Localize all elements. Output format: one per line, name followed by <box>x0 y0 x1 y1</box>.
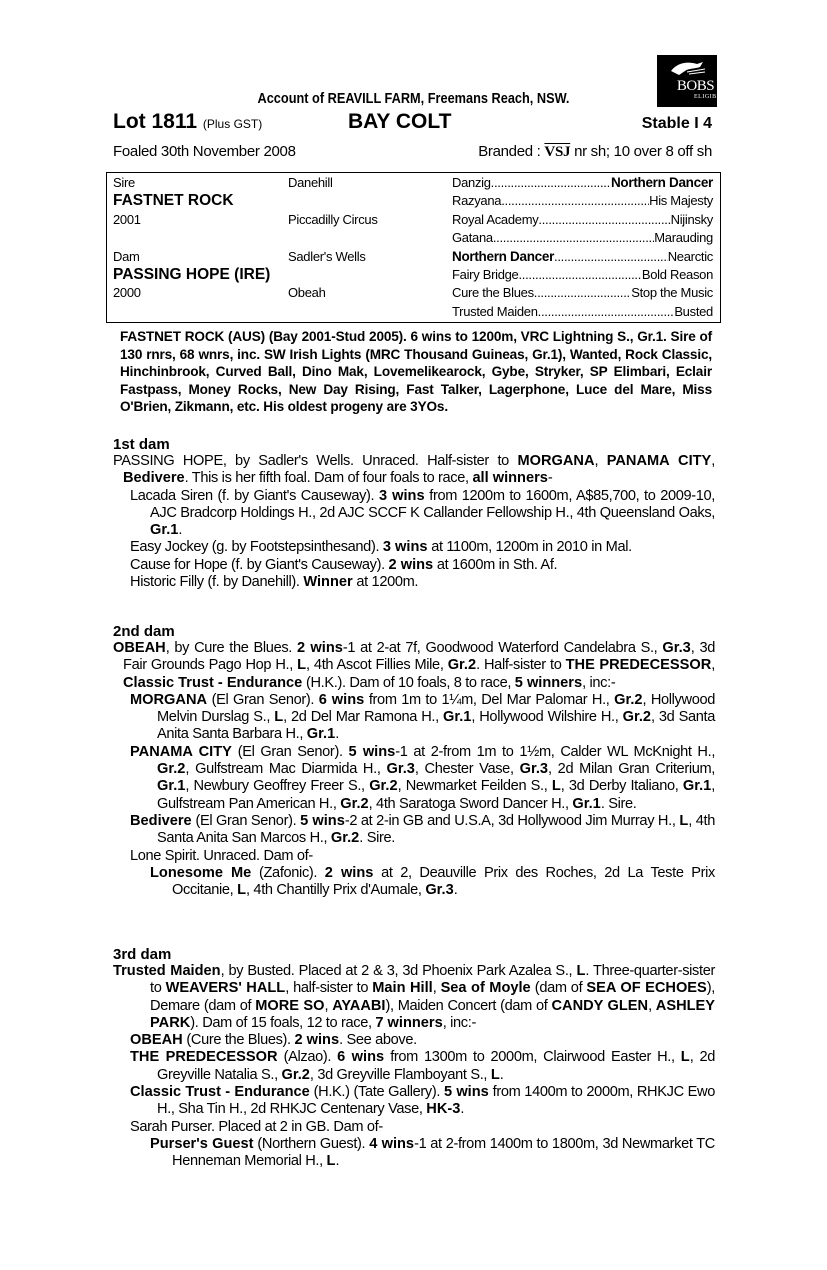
pedigree-label: 2000 <box>113 285 141 301</box>
text-run: Historic Filly (f. by Danehill). <box>130 574 304 591</box>
section-heading: 3rd dam <box>113 946 172 963</box>
bold-text: 3 wins <box>378 487 425 504</box>
bold-text: L <box>297 657 307 674</box>
bold-text: MORE SO <box>255 997 325 1014</box>
text-run: Sarah Purser. Placed at 2 in GB. Dam of- <box>130 1118 383 1135</box>
text-run: . <box>335 1153 340 1170</box>
horse-sex-colour: BAY COLT <box>348 110 452 133</box>
text-run: . Sire. <box>359 830 395 847</box>
bold-text: OBEAH <box>113 640 166 656</box>
bold-text: Gr.1 <box>572 795 601 812</box>
text-run: (Alzao). <box>277 1049 338 1066</box>
pedigree-paragraph <box>130 1049 715 1084</box>
text-run: . Three-quarter-sister to <box>150 963 715 997</box>
text-run: (dam of <box>530 980 587 997</box>
text-run: -1 at 2-from 1400m to 1800m, 3d Newmarket TC Henneman Memorial H., <box>172 1135 715 1170</box>
text-run: . <box>335 726 339 743</box>
bold-text: 5 winners <box>514 674 583 691</box>
text-run: (Cure the Blues). <box>182 1032 295 1049</box>
pedigree-ancestor-row <box>452 284 713 302</box>
pedigree-paragraph <box>113 453 715 488</box>
ancestor-sire: His Majesty <box>649 193 713 209</box>
text-run: , <box>432 980 441 997</box>
text-run: , 2d Greyville Natalia S., <box>157 1049 716 1083</box>
text-run: . <box>499 1066 504 1083</box>
text-run: at 1600m in Sth. Af. <box>433 556 558 573</box>
text-run: from 1300m to 2000m, Clairwood Easter H., <box>384 1049 681 1066</box>
bold-text: Classic Trust - Endurance <box>130 1084 310 1101</box>
bold-text: WEAVERS' HALL <box>165 980 286 997</box>
text-run: , 2d Del Mar Ramona H., <box>283 709 443 726</box>
text-run: -1 at 2-from 1m to 1½m, Calder WL McKnight H., <box>395 743 716 760</box>
bold-text: Gr.3 <box>425 882 454 899</box>
bold-text: Bedivere <box>123 470 185 487</box>
text-run: ). Dam of 15 foals, 12 to race, <box>190 1014 376 1031</box>
text-run: , Gulfstream Mac Diarmida H., <box>185 761 387 778</box>
bold-text: L <box>490 1066 500 1083</box>
pedigree-paragraph <box>150 1136 715 1171</box>
ancestor-name: Gatana <box>452 230 493 246</box>
bold-text: Purser's Guest <box>150 1135 254 1152</box>
ancestor-sire: Nijinsky <box>670 211 713 227</box>
bold-text: 6 wins <box>318 691 365 708</box>
ancestor-name: Northern Dancer <box>452 248 555 264</box>
bold-text: Gr.1 <box>150 522 179 539</box>
text-run: at 1200m. <box>352 574 419 591</box>
bold-text: Gr.3 <box>519 761 549 778</box>
text-run: , 3d Greyville Flamboyant S., <box>309 1066 491 1083</box>
text-run: , 3d Derby Italiano, <box>560 778 683 795</box>
pedigree-paragraph <box>130 813 715 848</box>
bold-text: PANAMA CITY <box>606 453 712 469</box>
bold-text: 5 wins <box>348 743 396 760</box>
text-run: ), Maiden Concert (dam of <box>385 997 552 1014</box>
bold-text: L <box>274 709 284 726</box>
pedigree-ancestor-row <box>452 174 713 192</box>
text-run: -1 at 2-at 7f, Goodwood Waterford Candelabra S., <box>342 640 663 656</box>
bold-text: L <box>576 963 586 979</box>
text-run: Lone Spirit. Unraced. Dam of- <box>130 847 313 864</box>
text-run: , 4th Chantilly Prix d'Aumale, <box>246 882 426 899</box>
text-run: (El Gran Senor). <box>207 691 319 708</box>
stable-number: Stable I 4 <box>641 115 712 132</box>
bold-text: Gr.2 <box>281 1066 310 1083</box>
bold-text: Gr.1 <box>682 778 712 795</box>
leader-dots <box>534 284 631 302</box>
bold-text: Gr.2 <box>369 778 398 795</box>
bold-text: CANDY GLEN <box>551 997 649 1014</box>
bold-text: Gr.3 <box>386 761 415 778</box>
foaled-date: Foaled 30th November 2008 <box>113 143 296 160</box>
bold-text: 2 wins <box>296 640 343 656</box>
text-run: , 2d Milan Gran Criterium, <box>548 761 715 778</box>
bold-text: L <box>680 1049 690 1066</box>
bold-text: Gr.1 <box>442 709 472 726</box>
bold-text: Winner <box>303 574 353 591</box>
leader-dots <box>538 303 675 321</box>
bold-text: Gr.2 <box>622 709 652 726</box>
gst-note: (Plus GST) <box>202 117 263 131</box>
bold-text: Gr.1 <box>306 726 336 743</box>
bold-text: Trusted Maiden <box>113 963 221 979</box>
text-run: , 4th Ascot Fillies Mile, <box>306 657 448 674</box>
pedigree-paragraph <box>130 692 715 744</box>
text-run: , Chester Vase, <box>414 761 520 778</box>
text-run: Cause for Hope (f. by Giant's Causeway). <box>130 556 389 573</box>
bold-text: 5 wins <box>300 812 345 829</box>
text-run: - <box>547 470 553 487</box>
text-run: from 1m to 1¼m, Del Mar Palomar H., <box>364 691 615 708</box>
bold-text: Gr.2 <box>340 795 369 812</box>
pedigree-paragraph <box>130 488 715 540</box>
bold-text: SEA OF ECHOES <box>586 980 707 997</box>
pedigree-paragraph <box>130 574 715 591</box>
text-run: . Half-sister to <box>476 657 566 674</box>
pedigree-paragraph <box>150 865 715 900</box>
pedigree-paragraph <box>130 1084 715 1119</box>
pedigree-paragraph <box>113 963 715 1032</box>
text-run: ), Demare (dam of <box>150 980 715 1014</box>
pedigree-paragraph <box>130 539 715 556</box>
bold-text: Gr.2 <box>157 761 186 778</box>
bold-text: HK-3 <box>426 1101 461 1118</box>
logo-text: BOBS <box>676 78 715 94</box>
leader-dots <box>538 211 670 229</box>
pedigree-horse-name: PASSING HOPE (IRE) <box>113 266 271 283</box>
bold-text: PANAMA CITY <box>130 743 232 760</box>
pedigree-ancestor-row <box>452 229 713 247</box>
pedigree-paragraph <box>113 640 715 692</box>
text-run: (El Gran Senor). <box>231 743 349 760</box>
text-run: , Newbury Geoffrey Freer S., <box>185 778 370 795</box>
ancestor-name: Royal Academy <box>452 211 539 227</box>
text-run: (Zafonic). <box>251 864 325 881</box>
leader-dots <box>554 248 668 266</box>
bold-text: 2 wins <box>324 864 374 881</box>
text-run: (H.K.). Dam of 10 foals, 8 to race, <box>302 674 515 691</box>
ancestor-sire: Bold Reason <box>641 267 713 282</box>
bold-text: 4 wins <box>369 1135 415 1152</box>
pedigree-label: 2001 <box>113 211 141 227</box>
leader-dots <box>501 192 649 210</box>
first-dam-section <box>113 436 715 591</box>
pedigree-horse-name: FASTNET ROCK <box>113 192 234 210</box>
brand-info <box>440 143 712 161</box>
text-run: , Newmarket Feilden S., <box>397 778 552 795</box>
bold-text: MORGANA <box>517 453 595 469</box>
pedigree-ancestor-row <box>452 303 713 321</box>
bold-text: 2 wins <box>388 556 434 573</box>
pedigree-table <box>106 172 721 323</box>
text-run: , <box>648 997 656 1014</box>
third-dam-section <box>113 946 715 1171</box>
bold-text: Gr.2 <box>330 830 360 847</box>
ancestor-sire: Marauding <box>654 230 713 246</box>
text-run: (Northern Guest). <box>253 1135 370 1152</box>
bold-text: Lonesome Me <box>150 864 252 881</box>
bold-text: AYAABI <box>332 997 386 1014</box>
pedigree-ancestor-row <box>452 248 713 266</box>
bold-text: Main Hill <box>372 980 433 997</box>
lot-number <box>113 110 262 134</box>
text-run: . <box>178 522 183 539</box>
text-run: , 3d Santa Anita Santa Barbara H., <box>157 709 715 743</box>
text-run: , 4th Santa Anita San Marcos H., <box>157 812 716 847</box>
bold-text: Gr.1 <box>157 778 186 795</box>
bold-text: 7 winners <box>375 1014 443 1031</box>
pedigree-grandparent: Danehill <box>288 175 333 190</box>
pedigree-label: Sire <box>113 175 135 190</box>
text-run: . <box>460 1101 465 1118</box>
pedigree-paragraph <box>130 744 715 813</box>
bold-text: Gr.3 <box>662 640 691 656</box>
bold-text: 6 wins <box>337 1049 385 1066</box>
pedigree-paragraph <box>130 848 715 865</box>
text-run: at 1100m, 1200m in 2010 in Mal. <box>427 539 632 556</box>
text-run: . See above. <box>339 1032 417 1049</box>
leader-dots <box>491 174 611 192</box>
bold-text: 5 wins <box>443 1084 489 1101</box>
bold-text: Gr.2 <box>447 657 477 674</box>
vendor-account: Account of REAVILL FARM, Freemans Reach, NSW. <box>257 90 570 107</box>
pedigree-paragraph <box>130 1119 715 1136</box>
text-run: -2 at 2-in GB and U.S.A, 3d Hollywood Jim Murray H., <box>344 812 680 829</box>
ancestor-sire: Stop the Music <box>631 285 713 301</box>
bold-text: THE PREDECESSOR <box>130 1049 278 1066</box>
pedigree-ancestor-row <box>452 192 713 210</box>
second-dam-section <box>113 623 715 899</box>
ancestor-sire: Busted <box>674 303 713 319</box>
text-run: , 3d Fair Grounds Pago Hop H., <box>123 640 715 674</box>
text-run: (H.K.) (Tate Gallery). <box>309 1084 444 1101</box>
bold-text: L <box>551 778 561 795</box>
ancestor-name: Cure the Blues <box>452 285 534 301</box>
bold-text: Gr.2 <box>614 691 643 708</box>
bold-text: all winners <box>472 470 548 487</box>
pedigree-ancestor-row <box>452 266 713 284</box>
ancestor-sire: Northern Dancer <box>610 175 713 190</box>
text-run: PASSING HOPE, by Sadler's Wells. Unraced. Half-sister to <box>113 453 518 469</box>
pedigree-ancestor-row <box>452 211 713 229</box>
ancestor-sire: Nearctic <box>667 248 713 264</box>
bold-text: Bedivere <box>130 812 192 829</box>
bold-text: ASHLEY PARK <box>150 997 715 1031</box>
brand-mark: $\overline{VSJ}$ <box>544 144 571 160</box>
text-run: , <box>324 997 333 1014</box>
bold-text: Classic Trust - Endurance <box>123 674 303 691</box>
text-run: , Gulfstream Pan American H., <box>157 778 715 812</box>
ancestor-name: Fairy Bridge <box>452 267 519 282</box>
pedigree-grandparent: Piccadilly Circus <box>288 211 378 227</box>
text-run: , Hollywood Wilshire H., <box>471 709 623 726</box>
lot-label: Lot 1811 <box>113 110 198 133</box>
bold-text: L <box>237 882 247 899</box>
ancestor-name: Trusted Maiden <box>452 303 538 319</box>
sire-summary: FASTNET ROCK (AUS) (Bay 2001-Stud 2005). 6 wins to 1200m, VRC Lightning S., Gr.1. Sire of 130 rnrs, 68 wnrs, inc. SW Irish Lights (MRC Thousand Guineas, Gr.1), Wanted, Rock Classic, Hinchinbrook, Curved Ball, Dino Mak, Lovemelikearock, Gybe, Stryker, SP Elimbari, Eclair Fastpass, Money Rocks, New Day Rising, Fast Talker, Lagerphone, Luce del Mare, Miss O'Brien, Zikmann, etc. His oldest progeny are 3YOs. <box>120 329 712 415</box>
branded-prefix: Branded : <box>478 143 541 160</box>
text-run: , by Busted. Placed at 2 & 3, 3d Phoenix Park Azalea S., <box>220 963 577 979</box>
text-run: , <box>594 453 607 469</box>
bold-text: THE PREDECESSOR <box>565 657 712 674</box>
ancestor-name: Razyana <box>452 193 502 209</box>
text-run: (El Gran Senor). <box>191 812 301 829</box>
bold-text: 3 wins <box>382 539 428 556</box>
text-run: at 2, Deauville Prix des Roches, 2d La Teste Prix Occitanie, <box>172 864 715 899</box>
branded-suffix: nr sh; 10 over 8 off sh <box>574 143 712 160</box>
text-run: , 4th Saratoga Sword Dancer H., <box>368 795 573 812</box>
text-run: . This is her fifth foal. Dam of four foals to race, <box>184 470 473 487</box>
text-run: , Hollywood Melvin Durslag S., <box>157 691 715 726</box>
section-heading: 1st dam <box>113 436 170 453</box>
bold-text: L <box>326 1153 336 1170</box>
text-run: , half-sister to <box>285 980 373 997</box>
text-run: , <box>711 453 715 469</box>
leader-dots <box>493 229 654 247</box>
text-run: Easy Jockey (g. by Footstepsinthesand). <box>130 539 383 556</box>
text-run: , inc:- <box>442 1014 476 1031</box>
pedigree-paragraph <box>130 1032 715 1049</box>
bold-text: OBEAH <box>130 1032 183 1049</box>
text-run: , by Cure the Blues. <box>165 640 297 656</box>
bold-text: Sea of Moyle <box>440 980 531 997</box>
text-run: . Sire. <box>600 795 637 812</box>
text-run: Lacada Siren (f. by Giant's Causeway). <box>130 487 379 504</box>
bold-text: L <box>679 812 689 829</box>
bold-text: MORGANA <box>130 691 208 708</box>
text-run: , <box>711 657 715 674</box>
text-run: , inc:- <box>582 674 616 691</box>
text-run: . <box>453 882 458 899</box>
pedigree-label: Dam <box>113 248 140 264</box>
section-heading: 2nd dam <box>113 623 175 640</box>
pedigree-paragraph <box>130 557 715 574</box>
pedigree-grandparent: Sadler's Wells <box>288 248 366 264</box>
text-run: from 1400m to 2000m, RHKJC Ewo H., Sha Tin H., 2d RHKJC Centenary Vase, <box>157 1084 715 1118</box>
logo-subtext: ELIGIBLE <box>694 94 725 100</box>
ancestor-name: Danzig <box>452 175 491 190</box>
pedigree-grandparent: Obeah <box>288 285 326 301</box>
leader-dots <box>518 266 641 284</box>
horse-head-icon <box>667 59 707 79</box>
bold-text: 2 wins <box>294 1032 340 1049</box>
text-run: from 1200m to 1600m, A$85,700, to 2009-10, AJC Bradcorp Holdings H., 2d AJC SCCF K Callander Fellowship H., 4th Queensland Oaks, <box>150 487 716 521</box>
